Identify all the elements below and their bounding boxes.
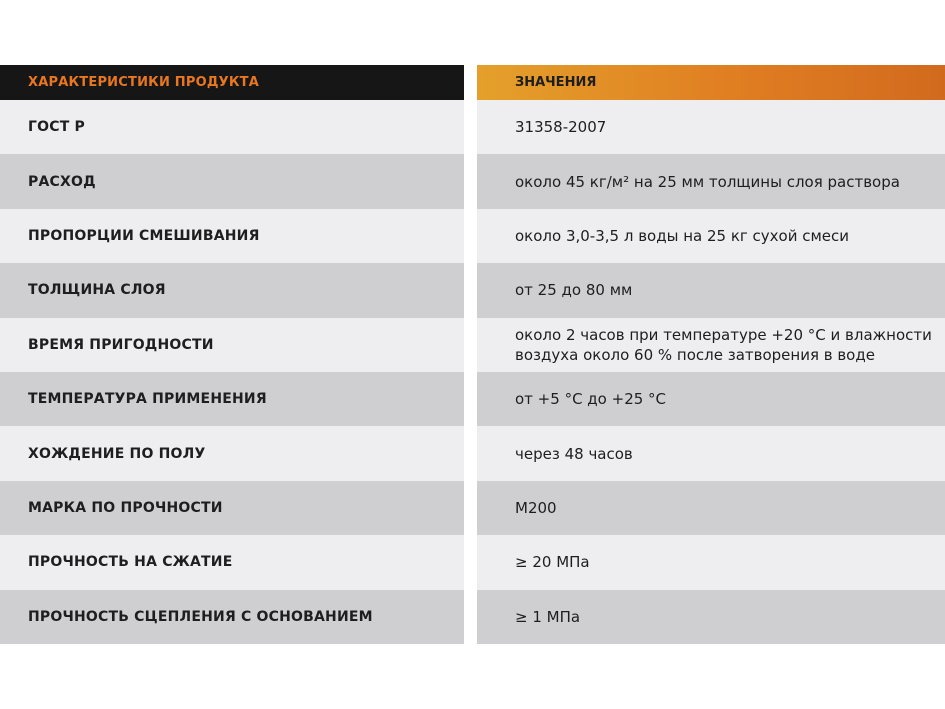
row-label: ХОЖДЕНИЕ ПО ПОЛУ — [0, 426, 464, 480]
row-label: ВРЕМЯ ПРИГОДНОСТИ — [0, 318, 464, 372]
row-label: ПРОЧНОСТЬ СЦЕПЛЕНИЯ С ОСНОВАНИЕМ — [0, 590, 464, 644]
table-header — [0, 65, 945, 100]
row-label: МАРКА ПО ПРОЧНОСТИ — [0, 481, 464, 535]
column-gap — [464, 535, 477, 589]
table-row — [0, 535, 945, 589]
column-gap — [464, 65, 477, 100]
row-label: ГОСТ Р — [0, 100, 464, 154]
table-row — [0, 481, 945, 535]
column-gap — [464, 100, 477, 154]
column-gap — [464, 209, 477, 263]
column-gap — [464, 318, 477, 372]
row-label: ТОЛЩИНА СЛОЯ — [0, 263, 464, 317]
row-value: от 25 до 80 мм — [477, 263, 945, 317]
header-characteristics: ХАРАКТЕРИСТИКИ ПРОДУКТА — [0, 65, 464, 100]
row-value: ≥ 1 МПа — [477, 590, 945, 644]
column-gap — [464, 263, 477, 317]
table-row — [0, 263, 945, 317]
row-value: от +5 °С до +25 °С — [477, 372, 945, 426]
table-row — [0, 372, 945, 426]
row-value: М200 — [477, 481, 945, 535]
row-value: через 48 часов — [477, 426, 945, 480]
row-value: около 2 часов при температуре +20 °С и влажности воздуха около 60 % после затворения в воде — [477, 318, 945, 372]
column-gap — [464, 590, 477, 644]
column-gap — [464, 426, 477, 480]
row-label: ПРОПОРЦИИ СМЕШИВАНИЯ — [0, 209, 464, 263]
header-values: ЗНАЧЕНИЯ — [477, 65, 945, 100]
table-row — [0, 426, 945, 480]
table-row — [0, 154, 945, 208]
row-value: ≥ 20 МПа — [477, 535, 945, 589]
table-row — [0, 100, 945, 154]
table-row — [0, 590, 945, 644]
row-label: ПРОЧНОСТЬ НА СЖАТИЕ — [0, 535, 464, 589]
row-label: ТЕМПЕРАТУРА ПРИМЕНЕНИЯ — [0, 372, 464, 426]
row-value: около 45 кг/м² на 25 мм толщины слоя раствора — [477, 154, 945, 208]
product-characteristics-table — [0, 65, 945, 644]
column-gap — [464, 481, 477, 535]
row-label: РАСХОД — [0, 154, 464, 208]
table-row — [0, 209, 945, 263]
table-row — [0, 318, 945, 372]
column-gap — [464, 154, 477, 208]
row-value: 31358-2007 — [477, 100, 945, 154]
column-gap — [464, 372, 477, 426]
row-value: около 3,0-3,5 л воды на 25 кг сухой смеси — [477, 209, 945, 263]
